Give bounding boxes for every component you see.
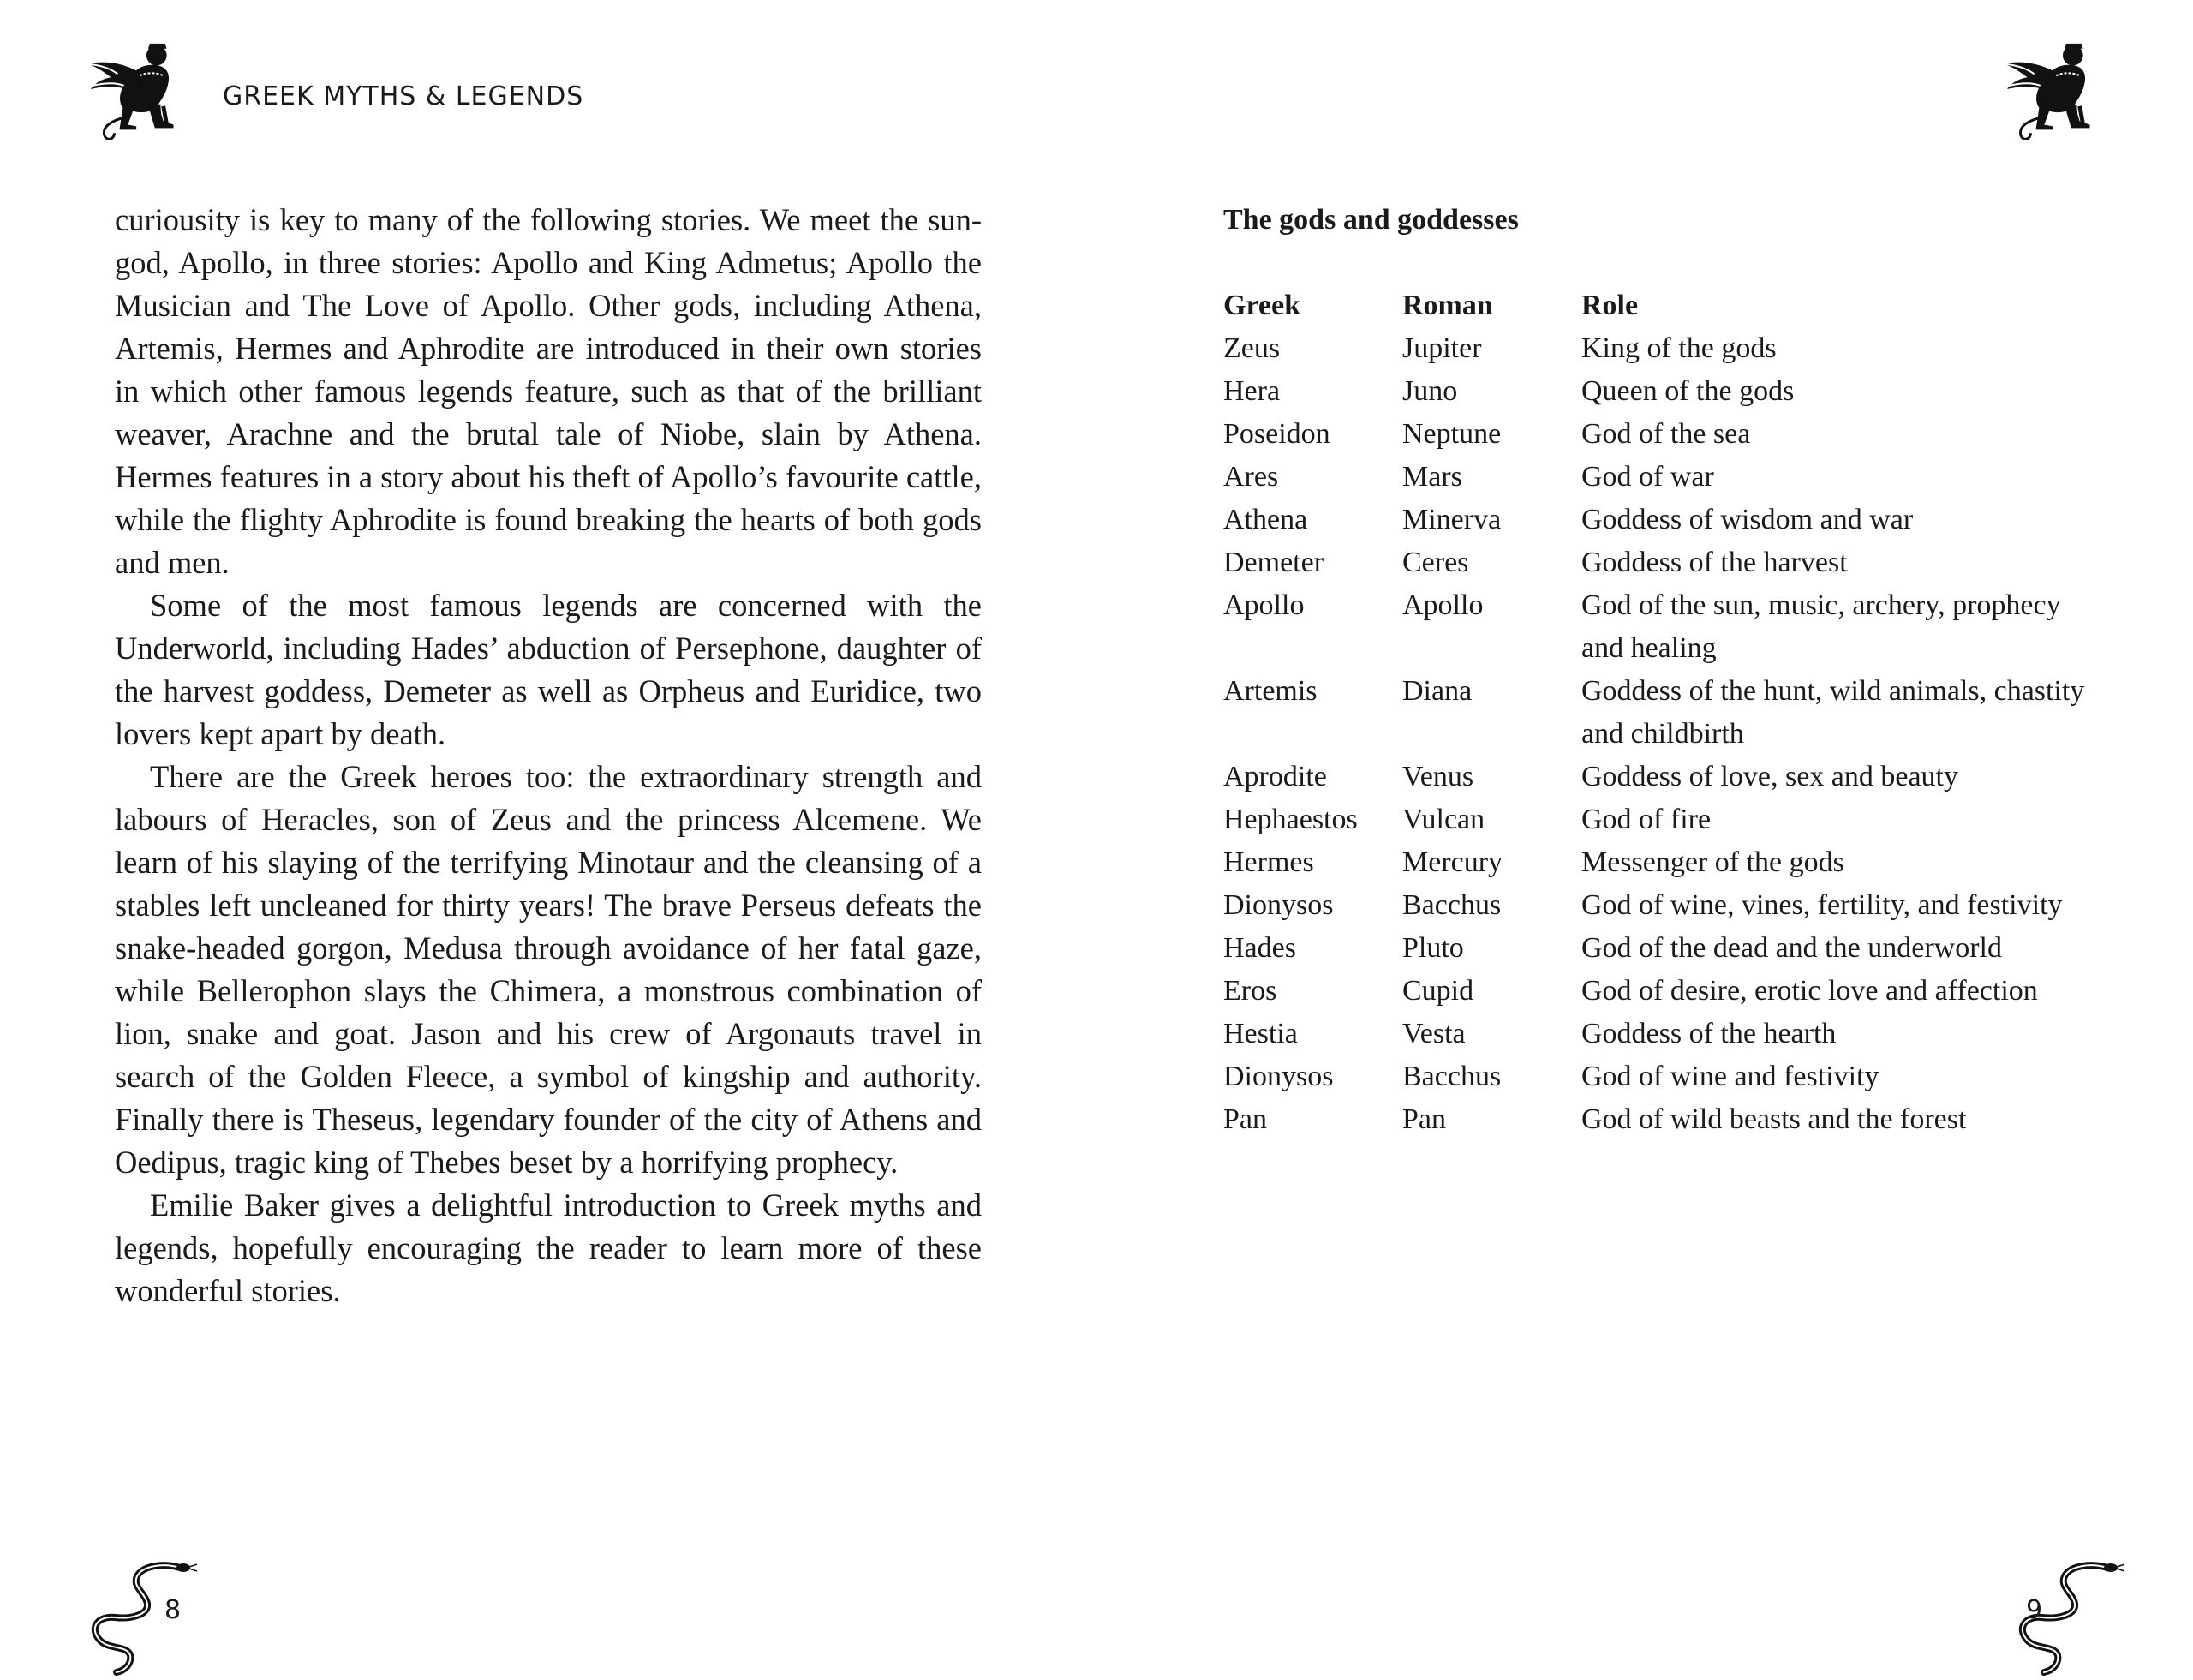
cell-roman: Neptune [1402, 418, 1502, 450]
cell-greek: Zeus [1223, 332, 1281, 364]
table-row [1223, 413, 2095, 456]
cell-greek: Hades [1223, 932, 1296, 964]
table-row [1223, 670, 2095, 756]
cell-role: Queen of the gods [1581, 375, 1795, 407]
cell-roman: Pan [1402, 1103, 1446, 1135]
page-number: 9 [2026, 1595, 2043, 1625]
cell-greek: Demeter [1223, 547, 1324, 578]
table-header-row [1223, 284, 2095, 327]
cell-greek: Apollo [1223, 589, 1305, 621]
cell-roman: Apollo [1402, 589, 1484, 621]
table-row [1223, 584, 2095, 670]
cell-role: God of fire [1581, 804, 1712, 835]
cell-role: God of the dead and the underworld [1581, 932, 2002, 964]
cell-role: Goddess of love, sex and beauty [1581, 761, 1959, 792]
cell-roman: Pluto [1402, 932, 1464, 964]
table-row [1223, 499, 2095, 541]
table-row [1223, 927, 2095, 970]
winged-sphinx-icon [2002, 36, 2120, 147]
table-body [1223, 327, 2095, 1141]
cell-roman: Cupid [1402, 975, 1474, 1007]
page-number: 8 [164, 1595, 182, 1625]
paragraph: Emilie Baker gives a delightful introduction to Greek myths and legends, hopefully encouraging the reader to learn more of these wonderful stories. [115, 1187, 982, 1308]
cell-role: God of wine, vines, fertility, and festivity [1581, 889, 2063, 921]
cell-greek: Dionysos [1223, 1061, 1334, 1092]
table-row [1223, 1098, 2095, 1141]
cell-greek: Athena [1223, 504, 1308, 535]
cell-greek: Eros [1223, 975, 1277, 1007]
cell-roman: Bacchus [1402, 889, 1502, 921]
table-row [1223, 370, 2095, 413]
cell-roman: Ceres [1402, 547, 1469, 578]
table-row [1223, 1013, 2095, 1055]
cell-roman: Minerva [1402, 504, 1502, 535]
cell-role: Goddess of the hearth [1581, 1018, 1837, 1049]
cell-greek: Poseidon [1223, 418, 1330, 450]
section-title: The gods and goddesses [1223, 204, 1519, 236]
table-row [1223, 884, 2095, 927]
paragraph: curiousity is key to many of the following stories. We meet the sun-god, Apollo, in three stories: Apollo and King Admetus; Apollo the Musician and The Love of Apollo. Other gods, including Athena, Artemis, Hermes and Aphrodite are introduced in their own stories in which other famous legends feature, such as that of the brilliant weaver, Arachne and the brutal tale of Niobe, slain by Athena. Hermes features in a story about his theft of Apollo’s favourite cattle, while the flighty Aphrodite is found breaking the hearts of both gods and men. [115, 202, 982, 580]
cell-role: God of wild beasts and the forest [1581, 1103, 1967, 1135]
table-row [1223, 1055, 2095, 1098]
column-header-role: Role [1581, 290, 1639, 321]
cell-roman: Mars [1402, 461, 1462, 493]
winged-sphinx-icon [86, 36, 204, 147]
table-row [1223, 798, 2095, 841]
table-row [1223, 327, 2095, 370]
left-page [0, 0, 1096, 1680]
cell-roman: Vesta [1402, 1018, 1466, 1049]
table-row [1223, 456, 2095, 499]
column-header-roman: Roman [1402, 290, 1493, 321]
cell-roman: Venus [1402, 761, 1474, 792]
cell-role: God of the sea [1581, 418, 1751, 450]
cell-role: Goddess of the harvest [1581, 547, 1848, 578]
cell-greek: Aprodite [1223, 761, 1327, 792]
cell-role: God of war [1581, 461, 1714, 493]
cell-role: God of wine and festivity [1581, 1061, 1879, 1092]
cell-greek: Pan [1223, 1103, 1267, 1135]
cell-roman: Juno [1402, 375, 1458, 407]
cell-role: God of the sun, music, archery, prophecy and healing [1581, 589, 2061, 664]
cell-greek: Dionysos [1223, 889, 1334, 921]
cell-greek: Ares [1223, 461, 1279, 493]
cell-greek: Artemis [1223, 675, 1318, 707]
column-header-greek: Greek [1223, 290, 1301, 321]
cell-greek: Hephaestos [1223, 804, 1358, 835]
running-head: GREEK MYTHS & LEGENDS [223, 81, 584, 111]
cell-greek: Hermes [1223, 846, 1314, 878]
cell-roman: Jupiter [1402, 332, 1482, 364]
right-page [1096, 0, 2193, 1680]
cell-role: King of the gods [1581, 332, 1777, 364]
cell-role: Messenger of the gods [1581, 846, 1844, 878]
serpent-icon [2005, 1551, 2133, 1679]
cell-greek: Hestia [1223, 1018, 1298, 1049]
table-row [1223, 841, 2095, 884]
table-row [1223, 970, 2095, 1013]
cell-greek: Hera [1223, 375, 1281, 407]
paragraph: There are the Greek heroes too: the extraordinary strength and labours of Heracles, son of Zeus and the princess Alcemene. We learn of his slaying of the terrifying Minotaur and the cleansing of a stables left uncleaned for thirty years! The brave Perseus defeats the snake-headed gorgon, Medusa through avoidance of her fatal gaze, while Bellerophon slays the Chimera, a monstrous combination of lion, snake and goat. Jason and his crew of Argonauts travel in search of the Golden Fleece, a symbol of kingship and authority. Finally there is Theseus, legendary founder of the city of Athens and Oedipus, tragic king of Thebes beset by a horrifying prophecy. [115, 759, 982, 1180]
cell-role: Goddess of wisdom and war [1581, 504, 1914, 535]
paragraph: Some of the most famous legends are concerned with the Underworld, including Hades’ abduction of Persephone, daughter of the harvest goddess, Demeter as well as Orpheus and Euridice, two lovers kept apart by death. [115, 588, 982, 751]
cell-roman: Vulcan [1402, 804, 1485, 835]
body-text [115, 199, 982, 1312]
cell-role: God of desire, erotic love and affection [1581, 975, 2038, 1007]
table-row [1223, 541, 2095, 584]
cell-roman: Diana [1402, 675, 1473, 707]
serpent-icon [77, 1551, 206, 1679]
cell-role: Goddess of the hunt, wild animals, chastity and childbirth [1581, 675, 2085, 750]
cell-roman: Mercury [1402, 846, 1503, 878]
table-row [1223, 756, 2095, 798]
cell-roman: Bacchus [1402, 1061, 1502, 1092]
gods-table [1223, 284, 2095, 1141]
